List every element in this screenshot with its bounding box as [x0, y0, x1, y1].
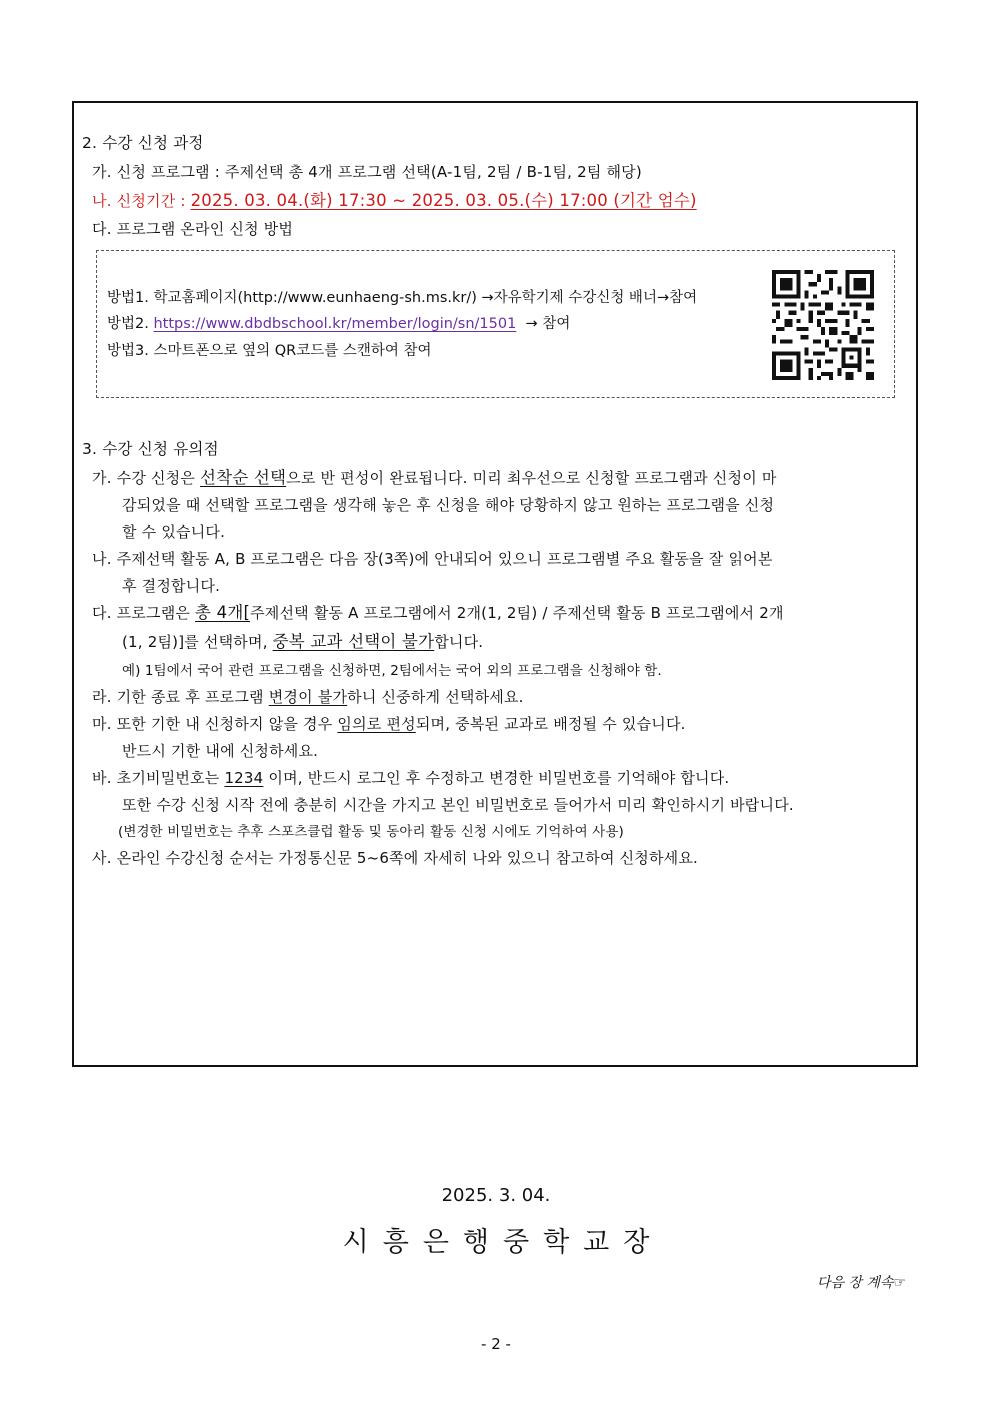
period-dates: 2025. 03. 04.(화) 17:30 ~ 2025. 03. 05.(수) 17:00 (기간 엄수) — [190, 191, 697, 210]
note-ba-line3: (변경한 비밀번호는 추후 스포츠클럽 활동 및 동아리 활동 신청 시에도 기억하여 사용) — [118, 824, 624, 840]
note-text: 주제선택 활동 A 프로그램에서 2개(1, 2팀) / 주제선택 활동 B 프로그램에서 2개 — [250, 604, 784, 622]
note-text: 이며, 반드시 로그인 후 수정하고 변경한 비밀번호를 기억해야 합니다. — [263, 769, 730, 787]
method-2-label: 방법2. — [107, 316, 154, 332]
section3-heading: 3. 수강 신청 유의점 — [82, 440, 219, 458]
note-text: 라. 기한 종료 후 프로그램 — [92, 688, 269, 706]
section2-heading: 2. 수강 신청 과정 — [82, 134, 204, 152]
qr-code-icon[interactable] — [772, 270, 874, 380]
note-text: 합니다. — [434, 633, 484, 651]
program-selection-item: 가. 신청 프로그램 : 주제선택 총 4개 프로그램 선택(A-1팀, 2팀 / B-1팀, 2팀 해당) — [92, 163, 642, 181]
note-text: 하니 신중하게 선택하세요. — [347, 688, 524, 706]
note-text: 되며, 중복된 교과로 배정될 수 있습니다. — [415, 715, 686, 733]
note-ra — [92, 687, 524, 707]
application-period-item — [92, 191, 697, 211]
note-da-line1 — [92, 603, 784, 623]
note-ba-line1 — [92, 768, 729, 788]
note-da-line2 — [122, 632, 483, 652]
note-na-line2: 후 결정합니다. — [122, 577, 221, 595]
method-3: 방법3. 스마트폰으로 옆의 QR코드를 스캔하여 참여 — [107, 343, 432, 359]
signup-link[interactable]: https://www.dbdbschool.kr/member/login/sn/1501 — [153, 316, 517, 332]
note-sa: 사. 온라인 수강신청 순서는 가정통신문 5~6쪽에 자세히 나와 있으니 참고하여 신청하세요. — [92, 849, 699, 867]
note-ga-line1 — [92, 468, 777, 488]
note-ga-line2: 감되었을 때 선택할 프로그램을 생각해 놓은 후 신청을 해야 당황하지 않고 원하는 프로그램을 신청 — [122, 496, 775, 514]
note-da-example: 예) 1팀에서 국어 관련 프로그램을 신청하면, 2팀에서는 국어 외의 프로그램을 신청해야 함. — [122, 663, 662, 679]
emphasis-no-duplicate: 중복 교과 선택이 불가 — [272, 632, 435, 651]
principal-signature: 시흥은행중학교장 — [342, 1227, 664, 1258]
note-text: 다. 프로그램은 — [92, 604, 196, 622]
note-na-line1: 나. 주제선택 활동 A, B 프로그램은 다음 장(3쪽)에 안내되어 있으니 프로그램별 주요 활동을 잘 읽어본 — [92, 550, 773, 568]
method-2 — [107, 314, 570, 334]
emphasis-random-assign: 임의로 편성 — [337, 715, 416, 733]
note-text: 으로 반 편성이 완료됩니다. 미리 최우선으로 신청할 프로그램과 신청이 마 — [286, 469, 777, 487]
method-1: 방법1. 학교홈페이지(http://www.eunhaeng-sh.ms.kr/) →자유학기제 수강신청 배너→참여 — [107, 290, 698, 306]
note-ba-line2: 또한 수강 신청 시작 전에 충분히 시간을 가지고 본인 비밀번호로 들어가서 미리 확인하시기 바랍니다. — [122, 796, 794, 814]
period-label: 나. 신청기간 : — [92, 192, 191, 210]
continue-next-page: 다음 장 계속☞ — [816, 1275, 906, 1291]
note-ga-line3: 할 수 있습니다. — [122, 523, 226, 541]
emphasis-first-come: 선착순 선택 — [200, 468, 287, 487]
emphasis-initial-password: 1234 — [224, 769, 264, 787]
online-method-item: 다. 프로그램 온라인 신청 방법 — [92, 220, 294, 238]
page-number: - 2 - — [481, 1335, 511, 1353]
emphasis-no-change: 변경이 불가 — [268, 688, 348, 706]
method-2-suffix: → 참여 — [516, 316, 571, 332]
emphasis-total-4: 총 4개[ — [195, 603, 251, 622]
note-text: 마. 또한 기한 내 신청하지 않을 경우 — [92, 715, 338, 733]
note-ma-line2: 반드시 기한 내에 신청하세요. — [122, 742, 319, 760]
issue-date: 2025. 3. 04. — [441, 1185, 551, 1206]
note-text: 가. 수강 신청은 — [92, 469, 201, 487]
note-ma-line1 — [92, 714, 686, 734]
note-text: 바. 초기비밀번호는 — [92, 769, 225, 787]
note-text: (1, 2팀)]를 선택하며, — [122, 633, 273, 651]
